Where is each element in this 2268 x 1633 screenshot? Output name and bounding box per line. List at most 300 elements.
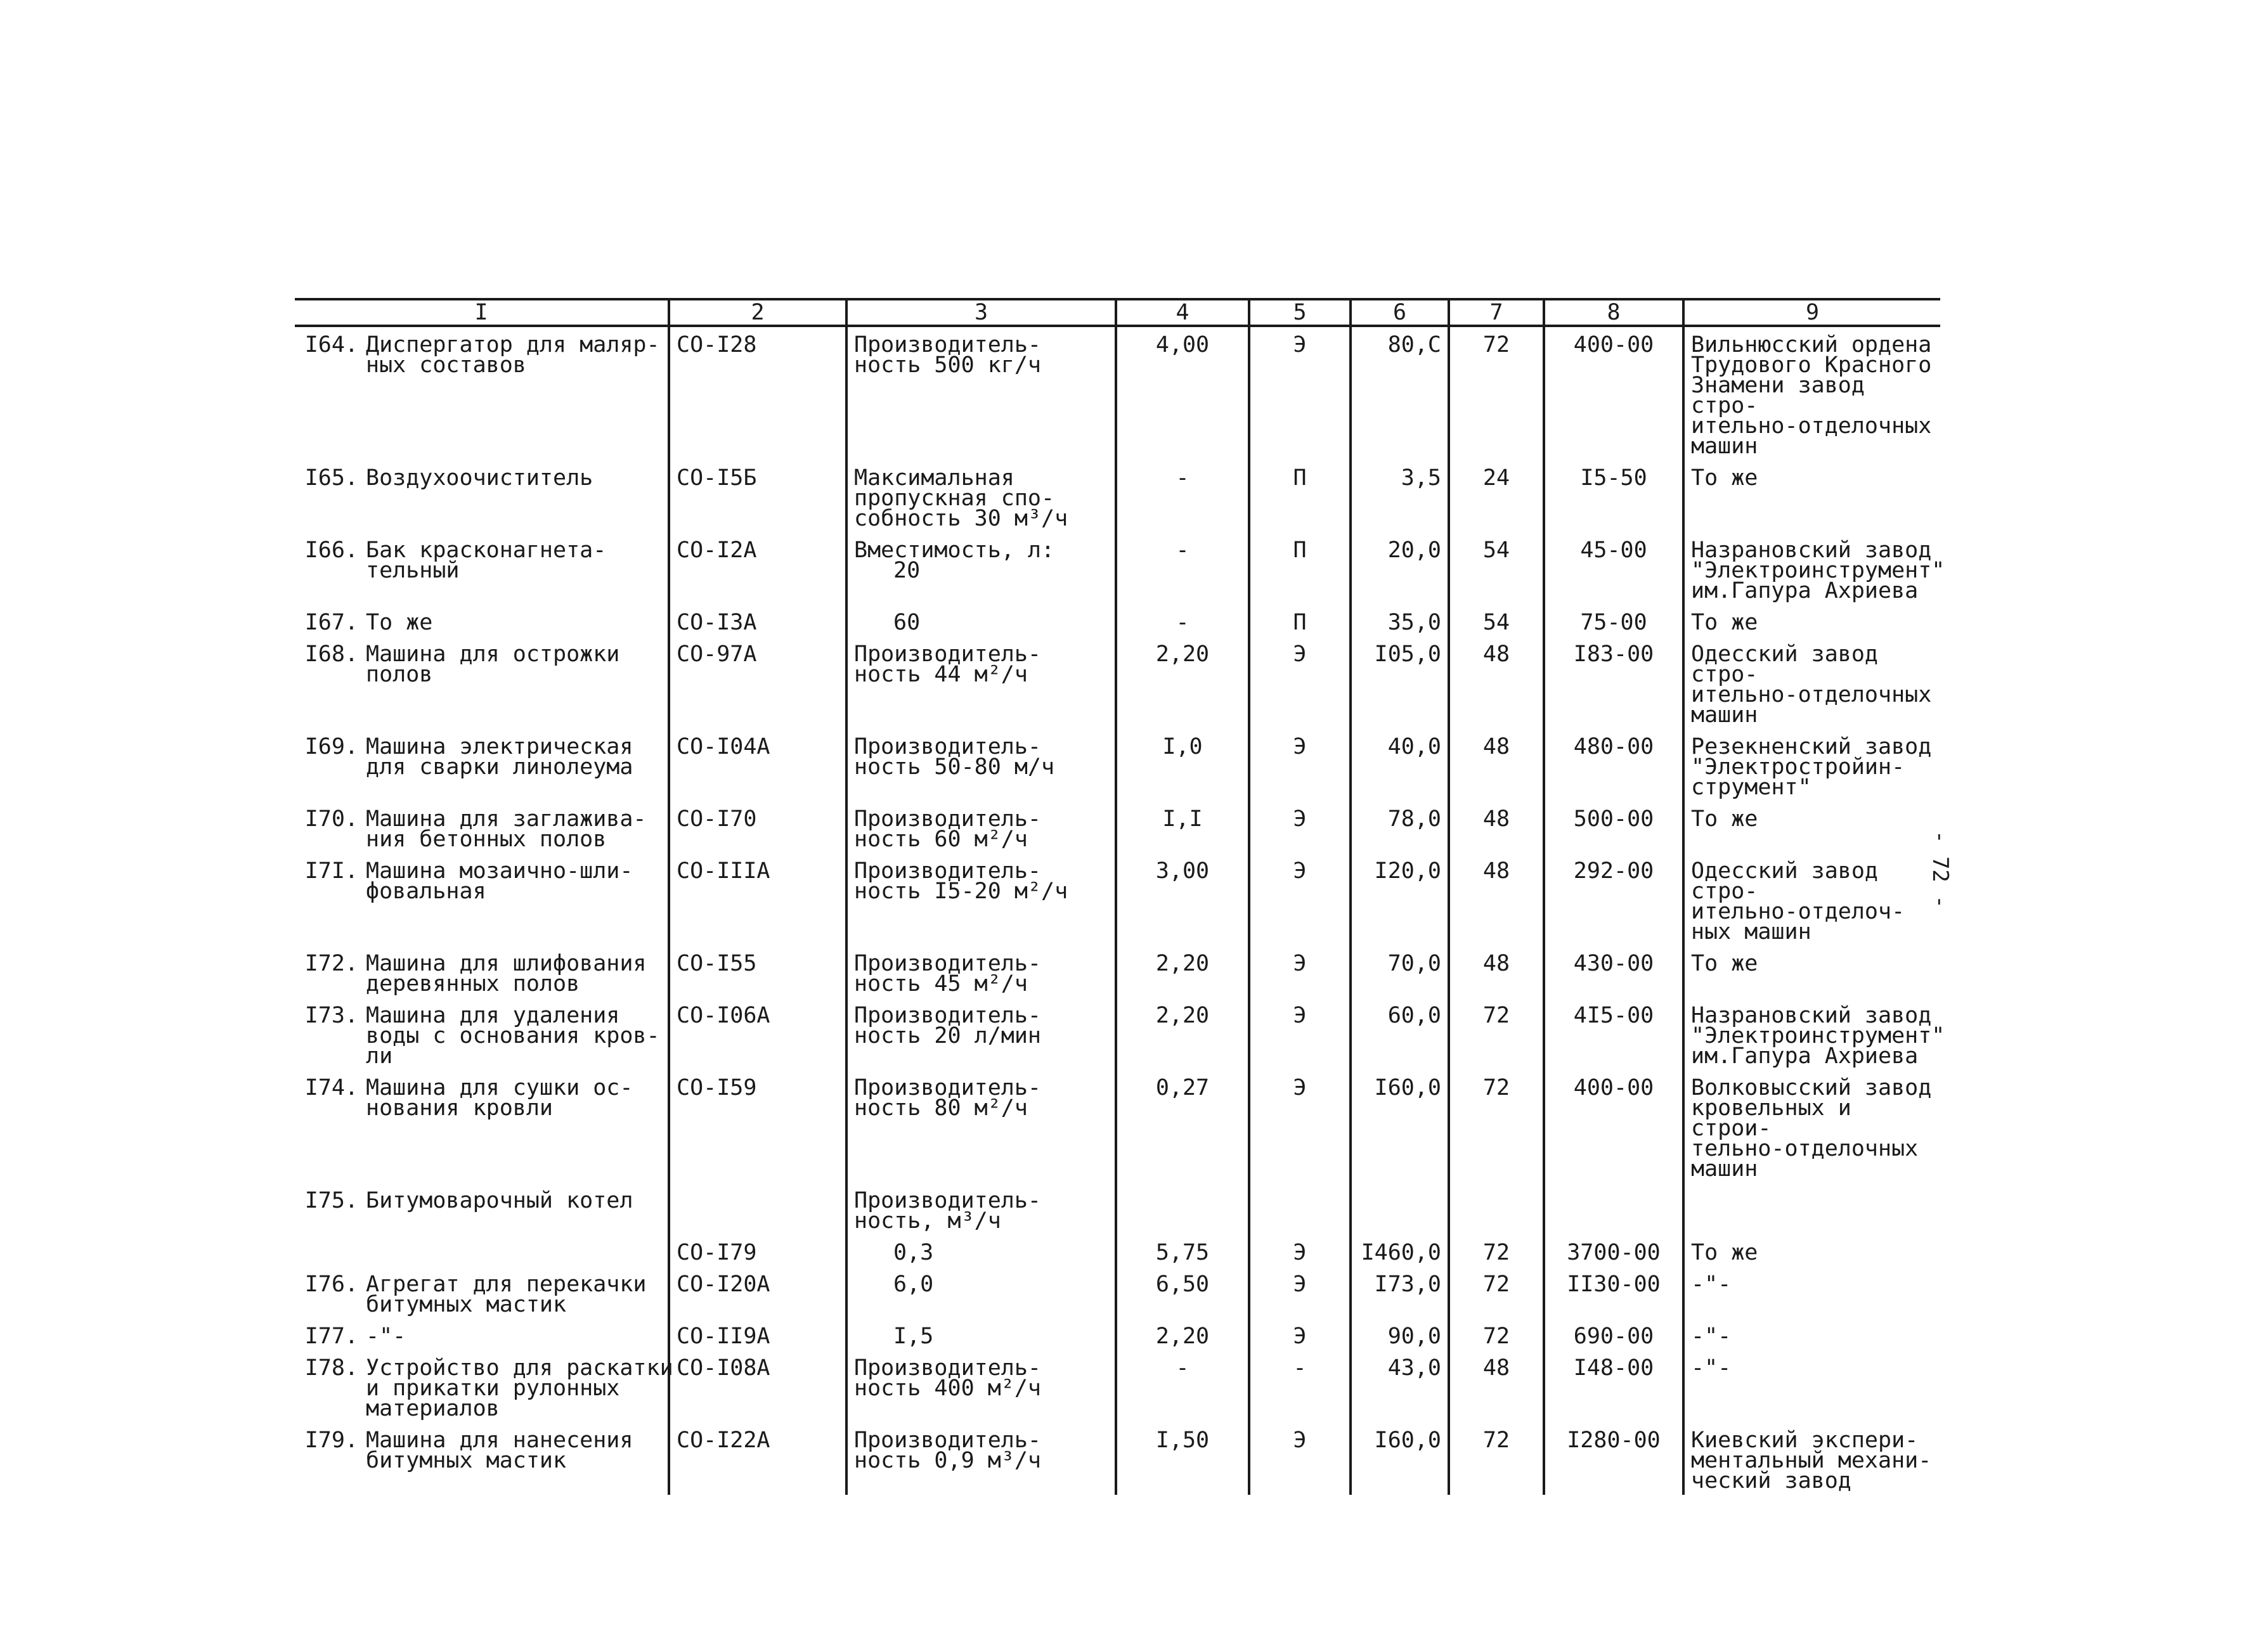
item-code: СО-97А <box>677 642 757 667</box>
col7-cell <box>1449 946 1544 998</box>
col6-value: 90,0 <box>1387 1324 1441 1349</box>
col7-cell <box>1449 1183 1544 1235</box>
item-name: То же <box>366 610 433 635</box>
col7-value: 72 <box>1482 332 1510 358</box>
col8-value: 3700-00 <box>1567 1240 1661 1265</box>
col4-cell <box>1116 1235 1249 1267</box>
col5-cell <box>1249 636 1351 729</box>
col7-value: 48 <box>1482 1355 1510 1381</box>
col7-value: 72 <box>1482 1272 1510 1297</box>
col4-cell <box>1116 636 1249 729</box>
col7-value: 48 <box>1482 806 1510 832</box>
col6-value: 60,0 <box>1387 1003 1441 1028</box>
item-name-cell <box>295 460 669 532</box>
item-spec-cell <box>846 636 1116 729</box>
item-code-cell <box>669 1350 846 1423</box>
col4-cell <box>1116 460 1249 532</box>
col8-value: 430-00 <box>1573 951 1654 976</box>
item-number: I77. <box>304 1324 358 1349</box>
item-code: СО-I3А <box>677 610 757 635</box>
item-code: СО-I08А <box>677 1355 770 1381</box>
item-name: Машина электрическая для сварки линолеума <box>366 734 633 780</box>
item-spec-value: 6,0 <box>893 1272 934 1297</box>
item-spec-cell <box>846 605 1116 636</box>
item-number: I76. <box>304 1272 358 1297</box>
item-spec-cell <box>846 998 1116 1070</box>
col-header: 4 <box>1116 299 1249 326</box>
table-row <box>295 729 1940 801</box>
manufacturer: Киевский экспери- ментальный механи- ческий завод <box>1691 1428 1932 1494</box>
col8-value: 400-00 <box>1573 332 1654 358</box>
item-name: Битумоварочный котел <box>366 1188 633 1213</box>
col4-value: - <box>1176 538 1189 563</box>
col8-cell <box>1544 326 1683 460</box>
col9-cell <box>1683 998 1945 1070</box>
col5-cell <box>1249 326 1351 460</box>
col5-value: Э <box>1293 642 1307 667</box>
col8-value: 400-00 <box>1573 1075 1654 1100</box>
item-spec: Вместимость, л: <box>854 538 1055 563</box>
item-spec: Производитель- ность 80 м²/ч <box>854 1075 1042 1121</box>
item-name-cell <box>295 1319 669 1350</box>
item-name-cell <box>295 605 669 636</box>
manufacturer: То же <box>1691 806 1758 832</box>
item-spec-cell <box>846 1070 1116 1183</box>
col5-cell <box>1249 1267 1351 1319</box>
col6-cell <box>1351 853 1449 946</box>
item-spec-value: 0,3 <box>893 1240 934 1265</box>
col6-cell <box>1351 998 1449 1070</box>
item-code-cell <box>669 1183 846 1235</box>
item-name-cell <box>295 326 669 460</box>
item-code: СО-I55 <box>677 951 757 976</box>
item-name-cell <box>295 1235 669 1267</box>
col6-value: 3,5 <box>1401 465 1441 491</box>
col5-cell <box>1249 1319 1351 1350</box>
col5-cell <box>1249 853 1351 946</box>
item-spec-cell <box>846 1267 1116 1319</box>
item-name: Машина для острожки полов <box>366 642 620 687</box>
item-spec-value: 20 <box>893 558 921 583</box>
manufacturer: То же <box>1691 951 1758 976</box>
item-spec: Производитель- ность 50-80 м/ч <box>854 734 1055 780</box>
item-spec-cell <box>846 853 1116 946</box>
item-number: I75. <box>304 1188 358 1213</box>
col6-cell <box>1351 946 1449 998</box>
col9-cell <box>1683 801 1940 853</box>
item-code-cell <box>669 532 846 605</box>
item-code-cell <box>669 1319 846 1350</box>
col5-value: Э <box>1293 1324 1307 1349</box>
item-code-cell <box>669 1235 846 1267</box>
table-row <box>295 853 1940 946</box>
item-name-cell <box>295 946 669 998</box>
table-row <box>295 801 1940 853</box>
col8-cell <box>1544 801 1683 853</box>
item-name-cell <box>295 729 669 801</box>
col4-value: 0,27 <box>1155 1075 1210 1100</box>
item-spec-cell <box>846 460 1116 532</box>
item-spec: Производитель- ность 400 м²/ч <box>854 1355 1042 1401</box>
col-header: 5 <box>1249 299 1351 326</box>
col-header: 8 <box>1544 299 1683 326</box>
item-spec: Производитель- ность, м³/ч <box>854 1188 1042 1234</box>
item-spec-value: I,5 <box>893 1324 934 1349</box>
col8-cell <box>1544 1070 1683 1183</box>
item-code-cell <box>669 729 846 801</box>
item-code: СО-I28 <box>677 332 757 358</box>
col4-value: 5,75 <box>1155 1240 1210 1265</box>
col9-cell <box>1683 532 1945 605</box>
item-code: СО-II9А <box>677 1324 770 1349</box>
col4-value: 2,20 <box>1155 1003 1210 1028</box>
col8-value: 4I5-00 <box>1573 1003 1654 1028</box>
item-name-cell <box>295 998 669 1070</box>
manufacturer: Одесский завод стро- ительно-отделочных машин <box>1691 642 1932 728</box>
col9-cell <box>1683 1350 1940 1423</box>
item-code-cell <box>669 853 846 946</box>
col9-cell <box>1683 326 1940 460</box>
col7-cell <box>1449 636 1544 729</box>
col5-cell <box>1249 1070 1351 1183</box>
item-number: I79. <box>304 1428 358 1453</box>
item-number: I64. <box>304 332 358 358</box>
table-row <box>295 460 1940 532</box>
manufacturer: Волковысский завод кровельных и строи- тельно-отделочных машин <box>1691 1075 1932 1182</box>
col8-cell <box>1544 636 1683 729</box>
item-name: Диспергатор для маляр- ных составов <box>366 332 660 378</box>
item-number: I66. <box>304 538 358 563</box>
manufacturer: То же <box>1691 1240 1758 1265</box>
item-name: Машина для шлифования деревянных полов <box>366 951 647 997</box>
item-code: СО-I59 <box>677 1075 757 1100</box>
col7-value: 48 <box>1482 734 1510 759</box>
col6-value: 43,0 <box>1387 1355 1441 1381</box>
col7-value: 48 <box>1482 642 1510 667</box>
col9-cell <box>1683 636 1940 729</box>
manufacturer: Вильнюсский ордена Трудового Красного Знамени завод стро- ительно-отделочных машин <box>1691 332 1932 459</box>
col7-cell <box>1449 532 1544 605</box>
item-code-cell <box>669 801 846 853</box>
col5-cell <box>1249 998 1351 1070</box>
item-code: СО-I22А <box>677 1428 770 1453</box>
item-code-cell <box>669 998 846 1070</box>
col6-value: 70,0 <box>1387 951 1441 976</box>
table-row <box>295 998 1940 1070</box>
col6-value: 80,С <box>1387 332 1441 358</box>
col-header: 7 <box>1449 299 1544 326</box>
item-spec: Производитель- ность 500 кг/ч <box>854 332 1042 378</box>
col8-cell <box>1544 1350 1683 1423</box>
col5-cell <box>1249 460 1351 532</box>
col7-value: 72 <box>1482 1324 1510 1349</box>
col6-cell <box>1351 1183 1449 1235</box>
col4-cell <box>1116 326 1249 460</box>
table-row <box>295 605 1940 636</box>
col8-value: I5-50 <box>1580 465 1647 491</box>
col8-cell <box>1544 998 1683 1070</box>
item-spec: Производитель- ность 45 м²/ч <box>854 951 1042 997</box>
col4-value: 2,20 <box>1155 1324 1210 1349</box>
column-numbers-row <box>295 299 1940 326</box>
item-spec: Производитель- ность 60 м²/ч <box>854 806 1042 852</box>
item-name-cell <box>295 1070 669 1183</box>
item-number: I72. <box>304 951 358 976</box>
col6-cell <box>1351 801 1449 853</box>
col5-value: Э <box>1293 734 1307 759</box>
table-row <box>295 1070 1940 1183</box>
item-code: СО-I20А <box>677 1272 770 1297</box>
item-number: I65. <box>304 465 358 491</box>
col8-cell <box>1544 1319 1683 1350</box>
col5-cell <box>1249 946 1351 998</box>
col5-value: Э <box>1293 951 1307 976</box>
table-row <box>295 1183 1940 1235</box>
item-number: I73. <box>304 1003 358 1028</box>
col8-cell <box>1544 946 1683 998</box>
col6-cell <box>1351 1070 1449 1183</box>
col4-value: 2,20 <box>1155 951 1210 976</box>
col6-cell <box>1351 460 1449 532</box>
col7-value: 24 <box>1482 465 1510 491</box>
item-name-cell <box>295 636 669 729</box>
item-code-cell <box>669 1423 846 1495</box>
col-header: 3 <box>846 299 1116 326</box>
col7-cell <box>1449 605 1544 636</box>
item-code: СО-I79 <box>677 1240 757 1265</box>
col9-cell <box>1683 1423 1940 1495</box>
manufacturer: То же <box>1691 610 1758 635</box>
col7-value: 54 <box>1482 610 1510 635</box>
col5-value: П <box>1293 465 1307 491</box>
item-code: СО-IIIА <box>677 858 770 884</box>
item-code-cell <box>669 605 846 636</box>
col5-value: П <box>1293 610 1307 635</box>
item-spec-cell <box>846 1319 1116 1350</box>
col4-cell <box>1116 801 1249 853</box>
col5-cell <box>1249 1350 1351 1423</box>
item-spec-cell <box>846 1350 1116 1423</box>
col8-cell <box>1544 1183 1683 1235</box>
item-number: I68. <box>304 642 358 667</box>
col7-cell <box>1449 1350 1544 1423</box>
col7-value: 72 <box>1482 1240 1510 1265</box>
col5-cell <box>1249 532 1351 605</box>
col8-value: 690-00 <box>1573 1324 1654 1349</box>
item-spec-cell <box>846 801 1116 853</box>
col6-value: 20,0 <box>1387 538 1441 563</box>
table-row <box>295 326 1940 460</box>
item-name: Воздухоочиститель <box>366 465 593 491</box>
col6-value: I60,0 <box>1374 1428 1441 1453</box>
col6-cell <box>1351 1319 1449 1350</box>
col8-cell <box>1544 853 1683 946</box>
col4-cell <box>1116 1183 1249 1235</box>
col-header: 9 <box>1683 299 1940 326</box>
col4-value: 4,00 <box>1155 332 1210 358</box>
col4-cell <box>1116 1423 1249 1495</box>
col6-value: 35,0 <box>1387 610 1441 635</box>
col9-cell <box>1683 605 1940 636</box>
item-spec-value: 60 <box>893 610 921 635</box>
item-code: СО-I06А <box>677 1003 770 1028</box>
col4-cell <box>1116 1319 1249 1350</box>
col7-cell <box>1449 1235 1544 1267</box>
manufacturer: -"- <box>1691 1272 1732 1297</box>
col9-cell <box>1683 1070 1940 1183</box>
col5-cell <box>1249 801 1351 853</box>
col7-cell <box>1449 1319 1544 1350</box>
manufacturer: Назрановский завод "Электроинструмент" им.Гапура Ахриева <box>1691 538 1945 604</box>
item-spec-cell <box>846 729 1116 801</box>
col8-cell <box>1544 1235 1683 1267</box>
table-row <box>295 946 1940 998</box>
item-name: -"- <box>366 1324 406 1349</box>
table-row <box>295 1350 1940 1423</box>
col7-cell <box>1449 998 1544 1070</box>
col6-value: I05,0 <box>1374 642 1441 667</box>
table-row <box>295 636 1940 729</box>
col4-cell <box>1116 853 1249 946</box>
equipment-table <box>295 298 1945 1495</box>
col8-value: I48-00 <box>1573 1355 1654 1381</box>
col7-cell <box>1449 460 1544 532</box>
col4-cell <box>1116 605 1249 636</box>
col5-value: Э <box>1293 1075 1307 1100</box>
col8-cell <box>1544 532 1683 605</box>
item-spec: Производитель- ность 0,9 м³/ч <box>854 1428 1042 1473</box>
col6-cell <box>1351 636 1449 729</box>
item-name-cell <box>295 1350 673 1423</box>
item-code-cell <box>669 636 846 729</box>
col6-cell <box>1351 532 1449 605</box>
col7-cell <box>1449 1423 1544 1495</box>
col4-value: 6,50 <box>1155 1272 1210 1297</box>
col4-value: I,0 <box>1162 734 1203 759</box>
item-spec-cell <box>846 1423 1116 1495</box>
item-code: СО-I2А <box>677 538 757 563</box>
col4-value: - <box>1176 465 1189 491</box>
item-name: Машина для удаления воды с основания кров- ли <box>366 1003 660 1069</box>
col8-value: I83-00 <box>1573 642 1654 667</box>
col6-value: I73,0 <box>1374 1272 1441 1297</box>
item-name-cell <box>295 532 669 605</box>
item-number: I70. <box>304 806 358 832</box>
col8-value: 45-00 <box>1580 538 1647 563</box>
col5-value: П <box>1293 538 1307 563</box>
col9-cell <box>1683 1267 1940 1319</box>
col7-cell <box>1449 801 1544 853</box>
table-row <box>295 1319 1940 1350</box>
col4-cell <box>1116 532 1249 605</box>
item-code-cell <box>669 946 846 998</box>
item-spec-cell <box>846 532 1116 605</box>
col4-cell <box>1116 729 1249 801</box>
col7-cell <box>1449 853 1544 946</box>
col9-cell <box>1683 1319 1940 1350</box>
col8-value: 292-00 <box>1573 858 1654 884</box>
col5-value: Э <box>1293 858 1307 884</box>
col4-cell <box>1116 946 1249 998</box>
col5-value: Э <box>1293 1240 1307 1265</box>
col9-cell <box>1683 1235 1940 1267</box>
col9-cell <box>1683 729 1940 801</box>
manufacturer: То же <box>1691 465 1758 491</box>
item-code-cell <box>669 1267 846 1319</box>
col-header: I <box>295 299 669 326</box>
col8-cell <box>1544 729 1683 801</box>
col4-value: - <box>1176 610 1189 635</box>
item-name-cell <box>295 853 669 946</box>
col7-cell <box>1449 1070 1544 1183</box>
manufacturer: -"- <box>1691 1355 1732 1381</box>
item-code: СО-I04А <box>677 734 770 759</box>
col7-cell <box>1449 1267 1544 1319</box>
col8-cell <box>1544 1423 1683 1495</box>
col9-cell <box>1683 946 1940 998</box>
col4-value: I,I <box>1162 806 1203 832</box>
manufacturer: Резекненский завод "Электростройин- струмент" <box>1691 734 1932 800</box>
col6-cell <box>1351 1235 1449 1267</box>
item-spec: Максимальная пропускная спо- собность 30 м³/ч <box>854 465 1068 531</box>
col7-cell <box>1449 729 1544 801</box>
item-spec-cell <box>846 326 1116 460</box>
item-spec: Производитель- ность I5-20 м²/ч <box>854 858 1068 904</box>
col6-value: I20,0 <box>1374 858 1441 884</box>
item-number: I74. <box>304 1075 358 1100</box>
col6-value: I60,0 <box>1374 1075 1441 1100</box>
manufacturer: Назрановский завод "Электроинструмент" им.Гапура Ахриева <box>1691 1003 1945 1069</box>
col4-value: 3,00 <box>1155 858 1210 884</box>
item-name: Агрегат для перекачки битумных мастик <box>366 1272 647 1317</box>
item-name-cell <box>295 1423 669 1495</box>
col7-value: 54 <box>1482 538 1510 563</box>
item-code: СО-I70 <box>677 806 757 832</box>
col6-cell <box>1351 729 1449 801</box>
page-number-note: - 72 - <box>1928 830 1953 908</box>
item-name-cell <box>295 801 669 853</box>
item-number: I69. <box>304 734 358 759</box>
item-name: Машина для заглажива- ния бетонных полов <box>366 806 647 852</box>
col-header: 2 <box>669 299 846 326</box>
col9-cell <box>1683 460 1940 532</box>
col4-cell <box>1116 1070 1249 1183</box>
item-name: Устройство для раскатки и прикатки рулонных материалов <box>366 1355 673 1421</box>
col6-value: I460,0 <box>1361 1240 1441 1265</box>
col8-cell <box>1544 605 1683 636</box>
col5-value: - <box>1293 1355 1307 1381</box>
col8-value: I280-00 <box>1567 1428 1661 1453</box>
item-code-cell <box>669 1070 846 1183</box>
col4-cell <box>1116 1267 1249 1319</box>
col6-cell <box>1351 605 1449 636</box>
col7-cell <box>1449 326 1544 460</box>
col6-value: 40,0 <box>1387 734 1441 759</box>
item-name-cell <box>295 1267 669 1319</box>
col5-value: Э <box>1293 1003 1307 1028</box>
col7-value: 72 <box>1482 1003 1510 1028</box>
item-name-cell <box>295 1183 669 1235</box>
item-spec-cell <box>846 946 1116 998</box>
item-name: Машина мозаично-шли- фовальная <box>366 858 633 904</box>
col5-value: Э <box>1293 1272 1307 1297</box>
col7-value: 72 <box>1482 1075 1510 1100</box>
col5-cell <box>1249 605 1351 636</box>
col-header: 6 <box>1351 299 1449 326</box>
col4-cell <box>1116 998 1249 1070</box>
col5-cell <box>1249 729 1351 801</box>
col8-value: 500-00 <box>1573 806 1654 832</box>
